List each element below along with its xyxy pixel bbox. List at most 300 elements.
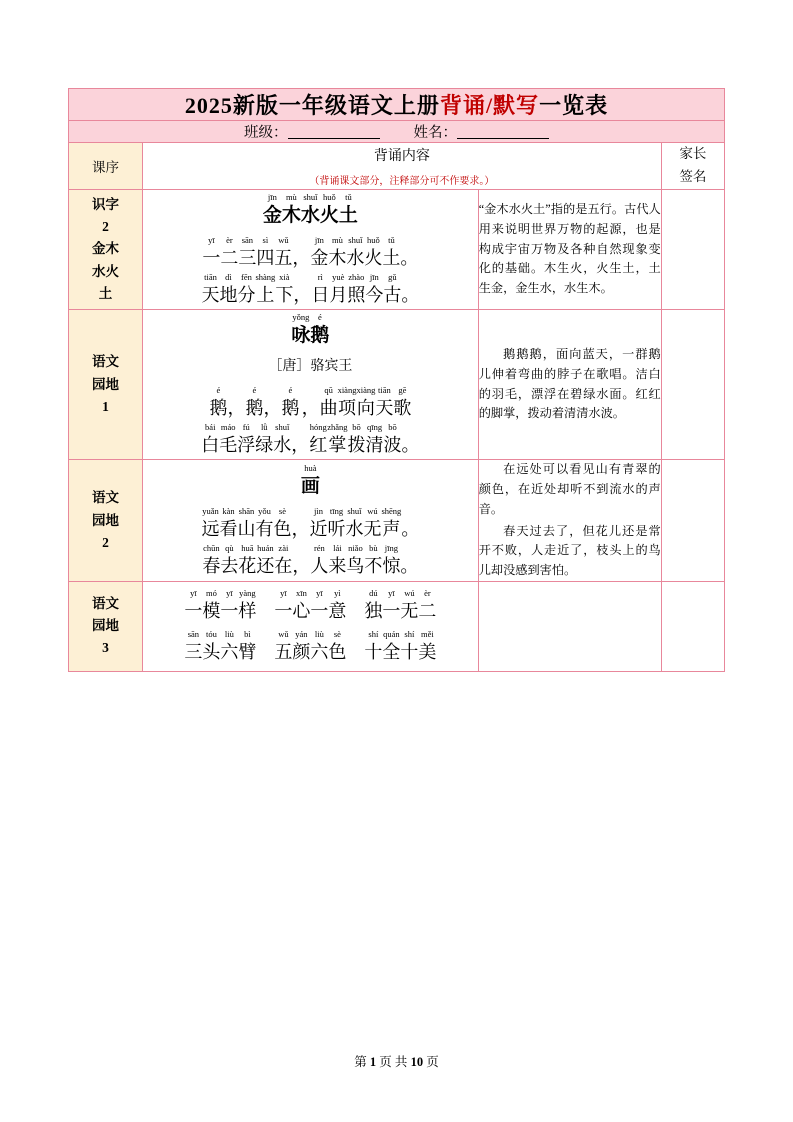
hanzi: 土 — [338, 204, 358, 226]
note-cell — [478, 310, 661, 460]
pinyin: sì — [262, 234, 269, 245]
footer-suffix: 页 — [426, 1055, 439, 1069]
hanzi: 鹅 — [209, 397, 228, 418]
character-unit — [381, 506, 401, 541]
character-unit — [400, 588, 418, 623]
character-unit — [292, 588, 310, 623]
pinyin: yī — [190, 587, 197, 598]
pinyin: bái — [205, 422, 216, 433]
pinyin: měi — [421, 629, 434, 640]
character-unit — [384, 422, 402, 457]
hanzi: 曲 — [319, 397, 338, 418]
character-unit — [220, 629, 238, 664]
hanzi: 金 — [310, 247, 329, 268]
pinyin: máo — [220, 422, 236, 433]
hanzi: 有 — [255, 518, 274, 539]
recitation-content-cell — [143, 189, 479, 309]
pinyin: shuǐ — [347, 505, 362, 516]
signature-cell[interactable] — [661, 581, 724, 671]
pinyin: tǔ — [345, 191, 352, 202]
course-label-line: 园地 — [92, 618, 120, 634]
character-unit — [400, 543, 418, 578]
note-cell — [478, 189, 661, 309]
note-paragraph: “金木水火土”指的是五行。古代人用来说明世界万物的起源，也是构成宇宙万物及各种自然现象变化的基础。木生火，火生土，土生金，金生水，水生木。 — [478, 202, 661, 296]
hanzi: 清 — [365, 435, 384, 456]
character-unit — [263, 192, 282, 229]
pinyin: xià — [279, 271, 290, 282]
pinyin: jìn — [313, 505, 323, 516]
hanzi: 五 — [274, 642, 293, 663]
col-header-content-label: 背诵内容 — [373, 148, 430, 164]
hanzi: 三 — [238, 247, 257, 268]
hanzi: 拨 — [347, 435, 366, 456]
hanzi: 不 — [364, 555, 383, 576]
poem-author: ［唐］骆宾王 — [268, 358, 353, 374]
col-header-signature — [661, 143, 724, 190]
hanzi: 分 — [237, 284, 256, 305]
pinyin: wǔ — [278, 234, 289, 245]
pinyin: shí — [404, 629, 415, 640]
idiom-row — [143, 588, 478, 623]
course-label-line: 语文 — [92, 490, 120, 506]
character-unit — [256, 543, 274, 578]
character-unit — [291, 312, 310, 349]
idiom-row — [143, 629, 478, 664]
character-unit — [382, 629, 400, 664]
character-unit — [227, 385, 245, 420]
character-unit — [238, 588, 256, 623]
hanzi: 样 — [238, 600, 257, 621]
hanzi: 意 — [328, 600, 347, 621]
character-unit — [310, 629, 328, 664]
course-label-line: 园地 — [92, 376, 120, 392]
hanzi: 六 — [220, 642, 239, 663]
hanzi: ， — [292, 555, 311, 576]
hanzi: 上 — [256, 284, 275, 305]
character-unit — [327, 506, 345, 541]
character-unit — [309, 422, 327, 457]
pinyin: jīng — [384, 542, 398, 553]
course-label-line: 2 — [102, 219, 109, 235]
hanzi: 咏 — [291, 325, 311, 347]
note-paragraph: 在远处可以看见山有青翠的颜色，在近处却听不到流水的声音。 — [478, 462, 661, 516]
hanzi: 歌 — [393, 397, 412, 418]
hanzi: ， — [301, 397, 320, 418]
pinyin: yàng — [239, 587, 256, 598]
pinyin: tiān — [377, 384, 391, 395]
class-input-blank[interactable] — [288, 138, 380, 139]
character-unit — [302, 385, 320, 420]
character-unit — [273, 422, 291, 457]
table-row — [69, 460, 725, 582]
hanzi: 头 — [202, 642, 221, 663]
idiom — [184, 588, 256, 623]
hanzi: 一 — [310, 600, 329, 621]
pinyin: quán — [383, 629, 400, 640]
pinyin: tóu — [205, 629, 217, 640]
character-unit — [291, 506, 309, 541]
character-unit — [348, 422, 366, 457]
pinyin: yǒu — [258, 505, 271, 516]
pinyin: lái — [333, 542, 342, 553]
name-input-blank[interactable] — [457, 138, 549, 139]
character-unit — [220, 235, 238, 270]
hanzi: 心 — [292, 600, 311, 621]
character-unit — [400, 235, 418, 270]
pinyin: xiàng — [356, 384, 376, 395]
col-header-course: 课序 — [69, 143, 143, 190]
column-header-row — [69, 143, 725, 190]
pinyin: yuè — [332, 271, 345, 282]
course-label-cell — [69, 189, 143, 309]
pinyin: gē — [398, 384, 407, 395]
hanzi: 一 — [184, 600, 203, 621]
character-unit — [202, 235, 220, 270]
character-unit — [383, 272, 401, 307]
character-unit — [401, 506, 419, 541]
character-unit — [382, 235, 400, 270]
student-info-row — [69, 121, 725, 143]
character-unit — [202, 629, 220, 664]
pinyin: yī — [226, 587, 233, 598]
signature-cell[interactable] — [661, 189, 724, 309]
character-unit — [292, 235, 310, 270]
idiom — [364, 629, 436, 664]
poem-line — [143, 235, 478, 270]
pinyin: shí — [368, 629, 379, 640]
hanzi: 。 — [400, 247, 419, 268]
hanzi: 古 — [383, 284, 402, 305]
pinyin: sān — [187, 629, 200, 640]
hanzi: 项 — [338, 397, 356, 418]
document-title-cell — [69, 89, 725, 121]
hanzi: 天 — [201, 284, 220, 305]
note-cell — [478, 581, 661, 671]
idiom — [274, 588, 346, 623]
pinyin: bō — [352, 422, 361, 433]
pinyin: mù — [285, 191, 297, 202]
note-paragraph: 鹅鹅鹅，面向蓝天，一群鹅儿伸着弯曲的脖子在歌唱。洁白的羽毛，漂浮在碧绿水面。红红的脚掌，拨动着清清水波。 — [478, 347, 661, 421]
hanzi: 地 — [219, 284, 238, 305]
class-label: 班级： — [244, 125, 288, 141]
pinyin: mù — [331, 234, 343, 245]
signature-label-line2: 签名 — [679, 168, 707, 184]
hanzi: 来 — [328, 555, 347, 576]
recitation-table — [68, 88, 725, 672]
hanzi: 臂 — [238, 642, 257, 663]
character-unit — [291, 422, 309, 457]
character-unit — [364, 588, 382, 623]
character-unit — [281, 385, 299, 420]
footer-prefix: 第 — [354, 1055, 367, 1069]
hanzi: 天 — [375, 397, 394, 418]
character-unit — [320, 192, 339, 229]
character-unit — [328, 235, 346, 270]
pinyin: gǔ — [388, 271, 397, 282]
hanzi: ， — [263, 397, 282, 418]
character-unit — [273, 506, 291, 541]
hanzi: 照 — [347, 284, 366, 305]
course-label-line: 2 — [102, 534, 109, 550]
pinyin: bō — [388, 422, 397, 433]
poem-title — [143, 463, 478, 500]
hanzi: 掌 — [328, 435, 347, 456]
hanzi: 鸟 — [346, 555, 365, 576]
pinyin: é — [216, 384, 221, 395]
hanzi: 鹅 — [310, 325, 330, 347]
footer-middle: 页 共 — [379, 1055, 408, 1069]
recitation-content-cell — [143, 310, 479, 460]
poem-title — [143, 192, 478, 229]
character-unit — [329, 272, 347, 307]
character-unit — [220, 543, 238, 578]
hanzi: 山 — [237, 518, 256, 539]
signature-cell[interactable] — [661, 460, 724, 582]
character-unit — [310, 588, 328, 623]
hanzi: 向 — [356, 397, 375, 418]
hanzi: 鹅 — [245, 397, 264, 418]
hanzi: 无 — [363, 518, 382, 539]
pinyin: huán — [257, 542, 274, 553]
hanzi: 一 — [382, 600, 401, 621]
table-row — [69, 189, 725, 309]
pinyin: shuǐ — [348, 234, 363, 245]
note-paragraph: 春天过去了，但花儿还是常开不败，人走近了，枝头上的鸟儿却没感到害怕。 — [478, 523, 661, 578]
footer-total-pages: 10 — [410, 1055, 424, 1069]
hanzi: 在 — [274, 555, 293, 576]
pinyin: sè — [333, 629, 341, 640]
student-info-cell — [69, 121, 725, 143]
pinyin: rén — [313, 542, 325, 553]
hanzi: 画 — [300, 476, 320, 498]
character-unit — [293, 272, 311, 307]
character-unit — [347, 272, 365, 307]
hanzi: 木 — [328, 247, 347, 268]
hanzi: 鹅 — [281, 397, 300, 418]
character-unit — [219, 272, 237, 307]
character-unit — [201, 506, 219, 541]
hanzi: 美 — [418, 642, 437, 663]
pinyin: yán — [295, 629, 308, 640]
pinyin: yī — [208, 234, 215, 245]
hanzi: 五 — [274, 247, 293, 268]
character-unit — [310, 543, 328, 578]
character-unit — [328, 629, 346, 664]
hanzi: ， — [291, 518, 310, 539]
table-row — [69, 581, 725, 671]
pinyin: wú — [367, 505, 378, 516]
character-unit — [238, 543, 256, 578]
character-unit — [401, 272, 419, 307]
character-unit — [345, 506, 363, 541]
character-unit — [238, 235, 256, 270]
poem-line — [143, 506, 478, 541]
pinyin: kàn — [222, 505, 235, 516]
pinyin: yǒng — [292, 312, 310, 323]
hanzi: 二 — [418, 600, 437, 621]
character-unit — [338, 385, 357, 420]
col-header-content-note: （背诵课文部分，注释部分可不作要求。） — [309, 175, 495, 187]
character-unit — [328, 543, 346, 578]
poem-line — [143, 272, 478, 307]
character-unit — [219, 422, 237, 457]
hanzi: 。 — [401, 435, 420, 456]
hanzi: 声 — [382, 518, 401, 539]
poem-line — [143, 385, 478, 420]
hanzi: 四 — [256, 247, 275, 268]
pinyin: tǔ — [388, 234, 395, 245]
pinyin: é — [288, 384, 293, 395]
hanzi: 一 — [202, 247, 221, 268]
character-unit — [292, 629, 310, 664]
note-cell — [478, 460, 661, 582]
pinyin: èr — [424, 587, 431, 598]
hanzi: 今 — [365, 284, 384, 305]
character-unit — [201, 272, 219, 307]
pinyin: shuǐ — [275, 422, 290, 433]
hanzi: 日 — [311, 284, 330, 305]
hanzi: 十 — [364, 642, 383, 663]
pinyin: qù — [225, 542, 234, 553]
pinyin: niǎo — [348, 542, 363, 553]
course-label-line: 园地 — [92, 512, 120, 528]
character-unit — [301, 463, 320, 500]
hanzi: 一 — [220, 600, 239, 621]
page-title — [69, 89, 724, 120]
hanzi: 全 — [382, 642, 401, 663]
title-suffix: 一览表 — [539, 93, 609, 118]
pinyin: yī — [316, 587, 323, 598]
pinyin: chūn — [203, 542, 220, 553]
pinyin: wǔ — [278, 629, 289, 640]
hanzi: 木 — [281, 204, 301, 226]
hanzi: 花 — [238, 555, 257, 576]
pinyin: é — [252, 384, 257, 395]
hanzi: 远 — [201, 518, 220, 539]
pinyin: huǒ — [323, 191, 336, 202]
pinyin: lǜ — [260, 422, 268, 433]
hanzi: 去 — [220, 555, 239, 576]
pinyin: shēng — [381, 505, 402, 516]
hanzi: 下 — [275, 284, 294, 305]
character-unit — [255, 272, 275, 307]
course-label-cell — [69, 310, 143, 460]
character-unit — [237, 272, 255, 307]
character-unit — [202, 543, 220, 578]
hanzi: 听 — [327, 518, 346, 539]
pinyin: zhǎng — [327, 422, 348, 433]
hanzi: 颜 — [292, 642, 311, 663]
character-unit — [418, 588, 436, 623]
pinyin: huǒ — [367, 234, 380, 245]
hanzi: 春 — [202, 555, 221, 576]
pinyin: huà — [304, 463, 317, 474]
hanzi: 浮 — [237, 435, 256, 456]
pinyin: xīn — [295, 587, 307, 598]
hanzi: 。 — [401, 518, 420, 539]
pinyin: mó — [205, 587, 217, 598]
character-unit — [274, 235, 292, 270]
hanzi: 毛 — [219, 435, 238, 456]
character-unit — [238, 629, 256, 664]
character-unit — [309, 506, 327, 541]
hanzi: 一 — [274, 600, 293, 621]
signature-cell[interactable] — [661, 310, 724, 460]
character-unit — [393, 385, 411, 420]
pinyin: tīng — [329, 505, 344, 516]
pinyin: qū — [324, 384, 333, 395]
page-footer — [0, 1052, 793, 1070]
hanzi: 土 — [382, 247, 401, 268]
hanzi: 还 — [256, 555, 275, 576]
course-label-line: 识字 — [92, 196, 120, 212]
poem-line — [143, 543, 478, 578]
hanzi: 独 — [364, 600, 383, 621]
course-label-line: 水火 — [92, 263, 120, 279]
hanzi: ， — [293, 284, 312, 305]
pinyin: shàng — [255, 271, 276, 282]
character-unit — [237, 506, 255, 541]
character-unit — [274, 543, 292, 578]
character-unit — [364, 629, 382, 664]
pinyin: fēn — [241, 271, 252, 282]
character-unit — [310, 312, 329, 349]
character-unit — [346, 235, 364, 270]
course-label-line: 土 — [98, 285, 113, 301]
hanzi: 三 — [184, 642, 203, 663]
character-unit — [256, 235, 274, 270]
course-label-cell — [69, 581, 143, 671]
pinyin: rì — [317, 271, 323, 282]
title-highlight: 背诵/默写 — [439, 93, 540, 118]
character-unit — [310, 235, 328, 270]
pinyin: shuǐ — [303, 191, 318, 202]
character-unit — [202, 588, 220, 623]
hanzi: ， — [292, 247, 311, 268]
character-unit — [282, 192, 301, 229]
course-label-line: 1 — [102, 398, 109, 414]
pinyin: tiān — [204, 271, 217, 282]
character-unit — [382, 588, 400, 623]
course-label-line: 3 — [102, 640, 109, 656]
hanzi: 水 — [300, 204, 320, 226]
pinyin: huā — [241, 542, 254, 553]
character-unit — [418, 629, 436, 664]
recitation-content-cell — [143, 460, 479, 582]
character-unit — [245, 385, 263, 420]
character-unit — [363, 506, 381, 541]
character-unit — [356, 385, 375, 420]
character-unit — [275, 272, 293, 307]
hanzi: 火 — [364, 247, 383, 268]
character-unit — [220, 588, 238, 623]
character-unit — [201, 422, 219, 457]
character-unit — [375, 385, 393, 420]
hanzi: 二 — [220, 247, 239, 268]
pinyin: bì — [244, 629, 251, 640]
hanzi: 色 — [328, 642, 347, 663]
pinyin: jīn — [314, 234, 324, 245]
hanzi: 金 — [262, 204, 282, 226]
hanzi: 水 — [345, 518, 364, 539]
hanzi: 看 — [219, 518, 238, 539]
character-unit — [292, 543, 310, 578]
hanzi: 。 — [401, 284, 420, 305]
character-unit — [255, 422, 273, 457]
character-unit — [237, 422, 255, 457]
pinyin: é — [318, 312, 322, 323]
character-unit — [301, 192, 320, 229]
